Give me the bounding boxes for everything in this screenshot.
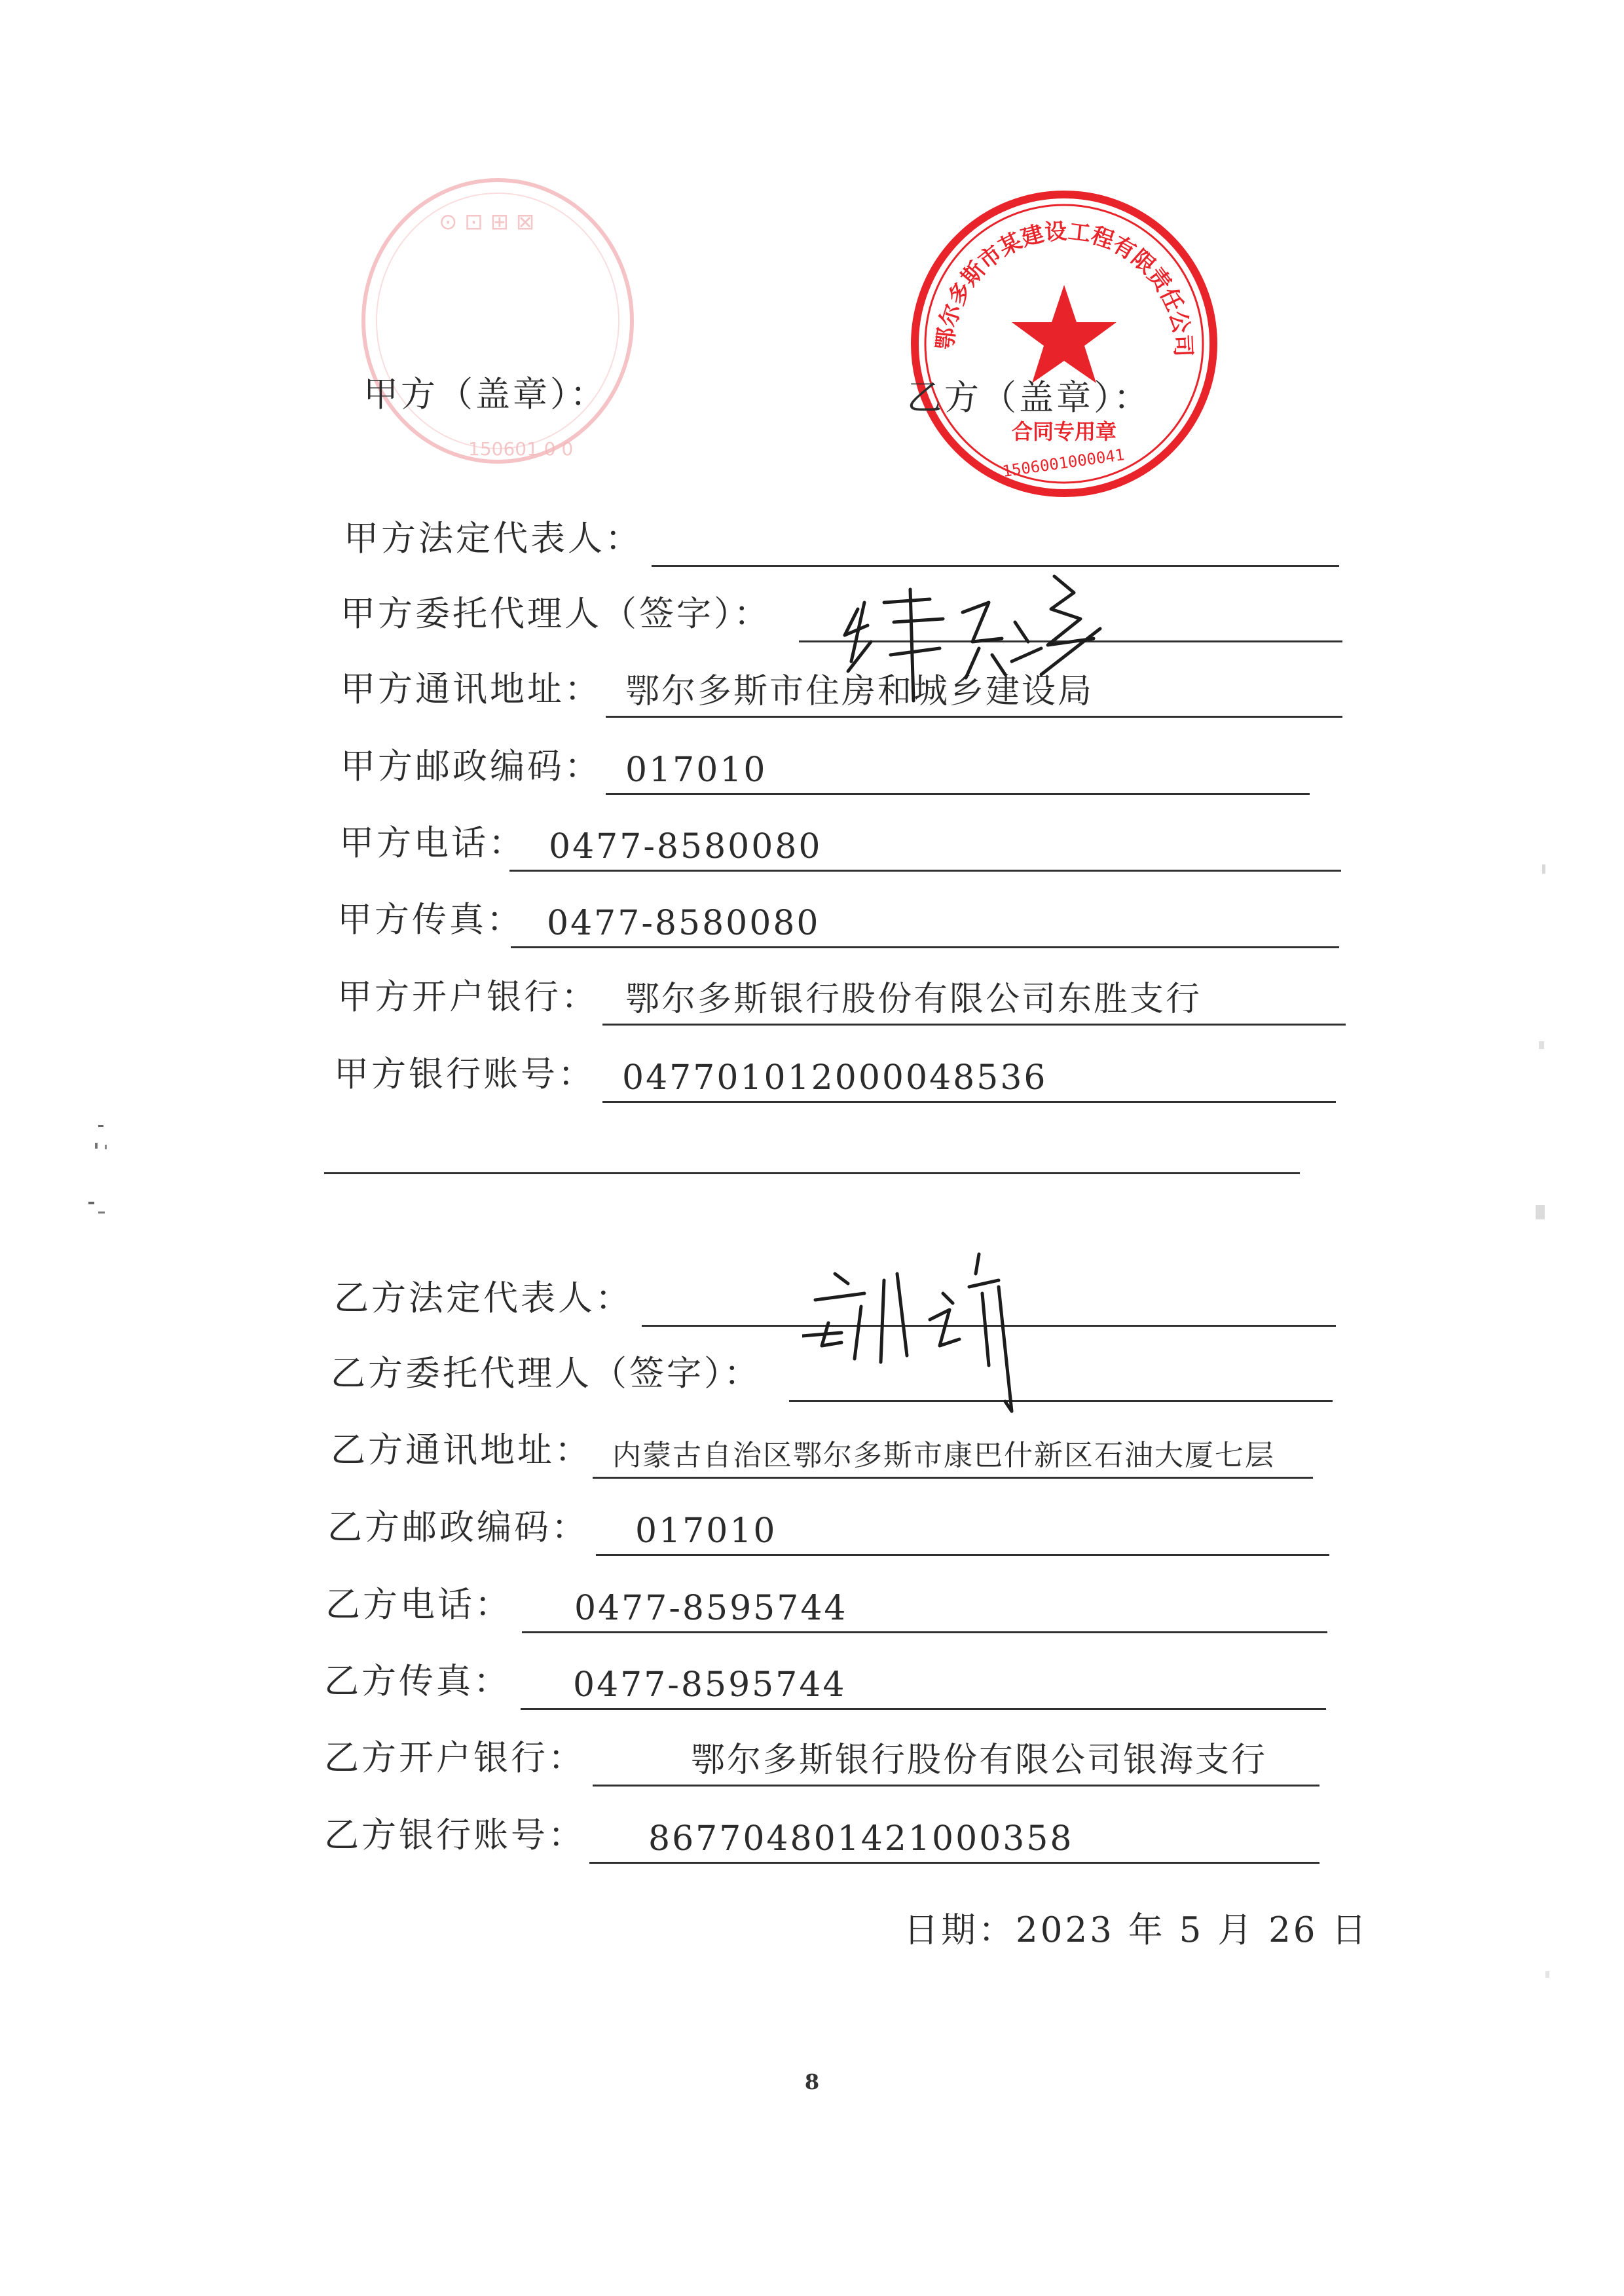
party-a-fax-label: 甲方传真： (337, 900, 524, 940)
party-b-phone-line (522, 1631, 1327, 1633)
party-a-fax-row (337, 898, 1339, 944)
seal-caption: 合同专用章 (1011, 419, 1117, 444)
party-b-postcode-line (596, 1554, 1329, 1556)
party-b-seal-label: 乙方（盖章）： (907, 378, 1151, 418)
party-b-bank-label: 乙方开户银行： (324, 1738, 585, 1778)
party-b-contract-seal (907, 187, 1221, 501)
scan-speck (1536, 1205, 1545, 1219)
party-a-bank-label: 甲方开户银行： (337, 977, 599, 1017)
date-day: 26 (1268, 1910, 1318, 1950)
party-a-account-row (334, 1053, 1336, 1099)
date-day-unit: 日 (1331, 1910, 1369, 1950)
party-b-bank-row (324, 1737, 1320, 1783)
party-a-address-label: 甲方通讯地址： (341, 669, 602, 709)
party-a-postcode-value: 017010 (625, 750, 767, 790)
party-a-phone-line (509, 870, 1341, 872)
signing-date (904, 1902, 1369, 1952)
party-b-address-line (593, 1477, 1313, 1479)
party-a-fax-line (511, 946, 1339, 948)
party-a-account-label: 甲方银行账号： (334, 1054, 595, 1094)
party-a-legal-rep-row (344, 517, 1339, 563)
party-b-account-value: 867704801421000358 (648, 1819, 1074, 1859)
party-b-legal-rep-signature (802, 1248, 1064, 1424)
party-b-account-row (324, 1814, 1320, 1860)
svg-text:⊙ ⊡ ⊞ ⊠: ⊙ ⊡ ⊞ ⊠ (439, 209, 535, 235)
party-b-fax-value: 0477-8595744 (573, 1665, 847, 1705)
scan-speck (95, 1143, 98, 1149)
party-a-address-value: 鄂尔多斯市住房和城乡建设局 (625, 672, 1094, 711)
party-b-address-label: 乙方通讯地址： (331, 1430, 592, 1470)
party-b-bank-line (593, 1785, 1320, 1787)
party-b-postcode-label: 乙方邮政编码： (327, 1508, 589, 1547)
date-label: 日期： (904, 1910, 1016, 1950)
scan-speck (1545, 1971, 1549, 1978)
party-a-phone-row (339, 822, 1341, 868)
party-a-postcode-label: 甲方邮政编码： (341, 747, 602, 787)
scan-speck (105, 1145, 107, 1149)
scan-speck (98, 1212, 105, 1213)
party-a-seal-label: 甲方（盖章）： (363, 375, 608, 415)
party-b-account-label: 乙方银行账号： (324, 1815, 585, 1855)
scan-speck (1542, 864, 1545, 874)
party-a-phone-value: 0477-8580080 (549, 827, 822, 866)
scan-speck (1539, 1041, 1544, 1049)
page-number: 8 (804, 2069, 820, 2094)
party-a-account-value: 047701012000048536 (622, 1058, 1048, 1098)
party-a-agent-signature (832, 563, 1120, 714)
party-b-bank-value: 鄂尔多斯银行股份有限公司银海支行 (691, 1741, 1268, 1780)
party-b-account-line (589, 1862, 1320, 1864)
party-a-bank-line (602, 1024, 1346, 1026)
seal-star-icon (1012, 285, 1116, 383)
party-a-legal-rep-label: 甲方法定代表人： (344, 519, 642, 559)
party-b-postcode-value: 017010 (635, 1511, 777, 1551)
party-a-phone-label: 甲方电话： (339, 823, 526, 863)
svg-text:150601 0 0: 150601 0 0 (468, 438, 574, 460)
party-b-postcode-row (327, 1506, 1329, 1552)
party-a-fax-value: 0477-8580080 (547, 904, 821, 943)
date-month: 5 (1179, 1910, 1204, 1950)
seal-number: 1506001000041 (1001, 445, 1126, 481)
party-b-fax-label: 乙方传真： (324, 1661, 511, 1701)
party-b-fax-row (324, 1660, 1326, 1706)
party-a-bank-row (337, 976, 1346, 1022)
party-a-bank-value: 鄂尔多斯银行股份有限公司东胜支行 (625, 980, 1202, 1019)
seal-arc-text: 鄂尔多斯市某建设工程有限责任公司 (932, 218, 1196, 358)
party-b-address-value: 内蒙古自治区鄂尔多斯市康巴什新区石油大厦七层 (612, 1439, 1275, 1472)
party-a-postcode-line (606, 793, 1310, 795)
party-b-phone-label: 乙方电话： (325, 1585, 512, 1625)
date-year: 2023 (1016, 1910, 1115, 1950)
party-a-address-line (606, 716, 1342, 718)
party-a-postcode-row (341, 745, 1310, 791)
party-b-legal-rep-label: 乙方法定代表人： (334, 1278, 633, 1318)
party-a-faded-seal (354, 167, 642, 475)
date-month-unit: 月 (1217, 1910, 1255, 1950)
party-a-agent-label: 甲方委托代理人（签字）： (341, 594, 771, 634)
party-b-address-row (331, 1429, 1313, 1475)
scan-speck (98, 1125, 103, 1127)
scan-speck (88, 1202, 94, 1204)
separator-line (324, 1172, 1300, 1174)
party-b-fax-line (521, 1708, 1326, 1710)
party-b-agent-label: 乙方委托代理人（签字）： (331, 1354, 762, 1394)
party-b-phone-row (325, 1583, 1327, 1629)
date-year-unit: 年 (1128, 1910, 1166, 1950)
party-a-account-line (602, 1101, 1336, 1103)
party-b-phone-value: 0477-8595744 (574, 1589, 848, 1628)
